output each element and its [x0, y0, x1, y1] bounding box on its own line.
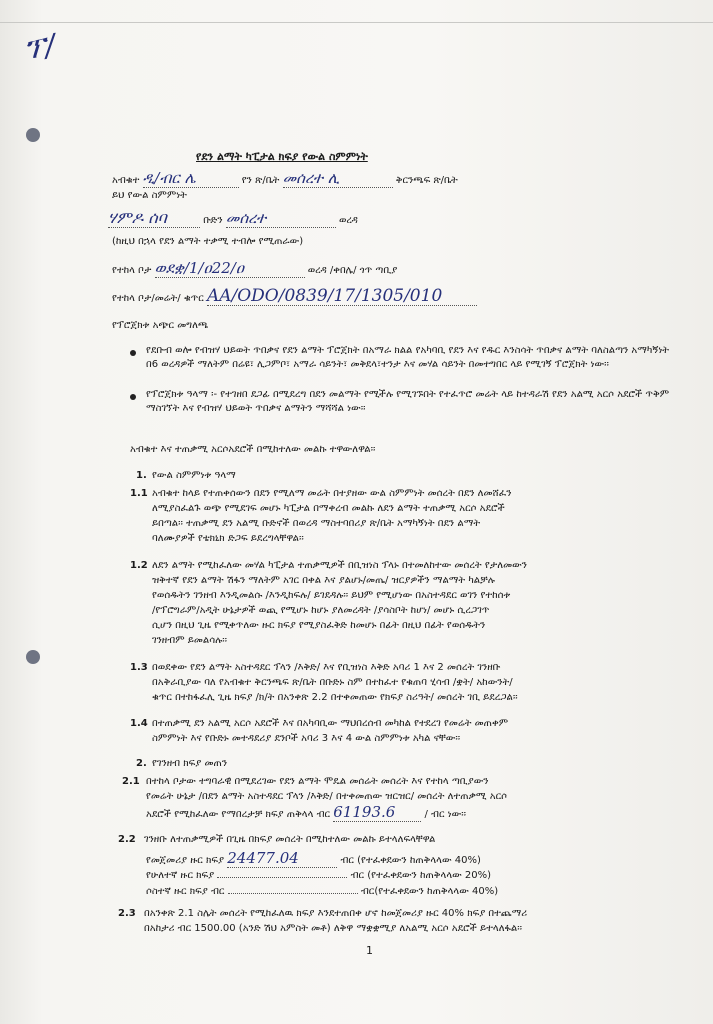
page-number: 1 [366, 944, 373, 957]
handwritten-initials: ፕ/ [21, 27, 58, 68]
payment-3-label: ሶስተኛ ዙር ክፍያ ብር [146, 886, 225, 897]
party-label-a: አብቁተ [112, 175, 140, 186]
clause-2-1-line: የመሬት ሁኔታ /በደን ልማት አስተዳደር ፕላን /እቅድ/ በተቀመጠው ዝርዝር/ መሰረት ለተጠቃሚ አርሶ [146, 791, 508, 802]
registration-line [112, 286, 477, 306]
clause-1-2-line: ገንዘብም ይመልሳሉ፡፡ [152, 635, 227, 646]
clause-number: 1.3 [130, 662, 148, 673]
document-title: የደን ልማት ካፒታል ክፍያ የውል ስምምነት [196, 150, 368, 163]
office-handwritten: መሰረተ ሊ [282, 169, 340, 187]
clause-2-1-tail: / ብር ነው፡፡ [424, 809, 466, 820]
project-summary-heading: የፕሮጀክቱ አጭር መግለጫ [112, 320, 209, 331]
party-line-2: ይህ የውል ስምምነት [112, 190, 187, 201]
clause-2-2-title: ገንዘቡ ለተጠቃሚዎች በጊዜ በክፍያ መሰረት በሚከተለው መልኩ ይተላለፍላቸዋል [144, 834, 436, 845]
bullet-text: የደቡብ ወሎ የብዝሃ ህይወት ጥበቃና የደን ልማት ፕሮጀክት በአማራ ክልል የአካባቢ የደን እና የዱር እንስሳት ጥበቃና ልማት ባለስልጣን አማካኝነት በ6 ወረዳዎች ማለትም በሬዩ፣ ሊጋምቦ፣ አማራ ሳይንት፣ መቅደላ፣ተንታ እና መሃል ሳይንት በመተግበር ላይ የሚገኝ ፕሮጀክት ነው፡፡ [146, 345, 670, 370]
clause-1-3-line: በአቅራቢያው ባለ የአብቁተ ቅርንጫፍ ጽ/ቤት በቡድኑ ስም በተከፈተ የቁጠባ ሂሳብ /ቋት/ አከውንት/ [152, 677, 513, 688]
group-label: ቡድን [203, 215, 223, 226]
name-handwritten: ሃምዶ ሰባ [108, 208, 167, 227]
clause-1-2-line: ለደን ልማት የሚከፈለው መሃል ካፒታል ተጠቃሚዎች በቢዝነስ ፕላኑ በተመለከተው መሰረት የታለመውን [152, 560, 527, 571]
clause-1-4-line: በተጠቃሚ ደን አልሚ አርሶ አደሮች እና በአካባቢው ማህበረሰብ መካከል የተደረገ የመሬት መጠቀም [152, 718, 509, 729]
total-amount-handwritten: 61193.6 [333, 803, 396, 821]
payment-2-label: የሁለተኛ ዙር ክፍያ [146, 870, 215, 881]
scan-edge-line [0, 22, 713, 23]
bullet-text: የፕሮጀክቱ ዓላማ ፡- የተገዘበ ደጋፊ በሚደረግ በደን መልማት የሚችሉ የሚገኙበት የተፈጥሮ መሬት ላይ ከተዳራሽ የደን አልሚ አርሶ አደሮች ጥቅም ማስገኘት እና የብዝሃ ህይወት ጥበቃና ልማትን ማሻሻል ነው፡፡ [146, 389, 670, 414]
clause-1-3-line: በወደቀው የደን ልማት አስተዳደር ፕላን /እቅድ/ እና የቢዝነስ እቅድ አባሪ 1 እና 2 መሰረት ገንዘቡ [152, 662, 501, 673]
clause-2-3-line: በአንቀጽ 2.1 ስሌት መሰረት የሚከፈለዉ ክፍያ እንደተጠበቀ ሆኖ ከመጀመሪያ ዙር 40% ክፍያ በተጨማሪ [144, 908, 528, 919]
clause-number: 1.2 [130, 560, 148, 571]
party-label-c: ቅርንጫፍ ጽ/ቤት [395, 175, 458, 186]
payment-1-label: የመጀመሪያ ዙር ክፍያ [146, 855, 225, 866]
clause-2-1-line: በተከላ ቦታው ተግባራዊ በሚደረገው የደን ልማት ሞዴል መሰሬት መሰረት እና የተከላ ጣቢያውን [146, 776, 489, 787]
party-line [112, 169, 458, 188]
registration-label: የተከላ ቦታ/መሬት/ ቁጥር [112, 293, 204, 304]
name-line [108, 208, 358, 228]
payment-1-line [146, 849, 481, 868]
payment-2-tail: ብር (የተፈቀደውን ከጠቅላላው 20%) [350, 870, 492, 881]
payment-1-handwritten: 24477.04 [227, 849, 299, 867]
registration-handwritten: AA/ODO/0839/17/1305/010 [206, 286, 443, 306]
party-label-b: የን ጽ/ቤት [241, 175, 280, 186]
clause-number: 2.1 [122, 776, 140, 787]
clause-2-3-line: በአከታሪ ብር 1500.00 (አንድ ሽህ አምስት መቶ) ለቅዋ ማቋቋሚያ ለአልሚ አርሶ አደሮች ይተላለፋል፡፡ [144, 923, 522, 934]
payment-1-tail: ብር (የተፈቀደውን ከጠቅላላው 40%) [340, 855, 481, 866]
address-label: የተከላ ቦታ [112, 265, 152, 276]
section-number: 1. [136, 470, 147, 481]
payment-3-tail: ብር(የተፈቀደውን ከጠቅላላው 40%) [360, 886, 499, 897]
clause-number: 2.2 [118, 834, 136, 845]
clause-1-2-line: ዝቅተኛ የደን ልማት ሽፋን ማለትም አገር በቀል እና ያልሆኑ/መጤ/ ዝርያዎችን ማልማት ካልቻሉ [152, 575, 495, 586]
clause-1-1-line: ይበጣል፡፡ ተጠቃሚ ደን አልሚ ቡድኖች በወረዳ ማስተባበሪያ ጽ/ቤት አማካኝነት በደን ልማት [152, 518, 481, 529]
section-1-title: የውል ስምምነቱ ዓላማ [152, 470, 236, 481]
clause-1-1-line: ባለሙያዎች የቴክኒክ ድጋፍ ይደረግላቸዋል፡፡ [152, 533, 304, 544]
clause-number: 1.4 [130, 718, 148, 729]
clause-1-3-line: ቁጥር በተከፋፈሊ ጊዜ ክፍያ /ክ/ት በአንቀጽ 2.2 በተቀመጠው የክፍያ ስሪዓት/ መሰረት ገቢ ይደረጋል፡፡ [152, 692, 518, 703]
clause-1-4-line: ስምምነት እና የቡድኑ መተዳደሪያ ደንቦች አባሪ 3 እና 4 ውል ስምምነቱ አካል ናቸው፡፡ [152, 733, 461, 744]
woreda-label: ወረዳ [338, 215, 358, 226]
clause-2-1-line [146, 803, 466, 822]
clause-1-1-line: አብቁተ ከላይ የተጠቀሰውን በደን የሚለማ መሬት በተያዘው ውል ስምምነት መሰረት በደን ለመሸፈን [152, 488, 512, 499]
section-number: 2. [136, 758, 147, 769]
bullet-dot [130, 350, 136, 356]
punch-hole [26, 128, 40, 142]
clause-1-2-line: የወሰዱትን ገንዘብ እንዲመልሱ /እንዲከፍሉ/ ይገደዳሉ፡፡ ይህም የሚሆነው በአስተዳደር ወገን የተከሰቱ [152, 590, 511, 601]
payment-3-line [146, 886, 498, 898]
clause-1-2-line: ሲሆን በዚህ ጊዜ የሚቀጥለው ዙር ክፍያ የሚያስፈቅድ ከመሆኑ በፊት በዚህ በፊት የወሰዱትን [152, 620, 486, 631]
address-line [112, 259, 398, 278]
section-2-title: የገንዘብ ክፍያ መጠን [152, 758, 228, 769]
punch-hole [26, 650, 40, 664]
group-handwritten: መሰረተ [225, 209, 267, 227]
clause-2-1-text: አደሮች የሚከፈለው የማበረታቻ ክፍያ ጠቅላላ ብር [146, 809, 331, 820]
clause-1-2-line: /የፕሮግራም/አዲት ሁኔታዎች ወጪ የሚሆኑ ከሆኑ ያለመረዳት /ያሳስቦት ከሆነ/ መሆኑ ሲረጋገጥ [152, 605, 490, 616]
address-tail: ወረዳ /ቀበሌ/ ጎጥ ጣቢያ [307, 265, 398, 276]
payment-2-line [146, 870, 491, 882]
address-handwritten: ወደቋ/1/ዐ22/ዐ [154, 259, 244, 277]
clause-1-1-line: ለሚያስፈልጉ ወጭ የሚደገፍ መሆኑ ካፒታል በማቀረብ መልኩ ለደን ልማት ተጠቃሚ አርሶ አደሮች [152, 503, 505, 514]
bullet-dot [130, 394, 136, 400]
branch-handwritten: ዲ/ብር ሌ [142, 169, 196, 187]
clause-number: 1.1 [130, 488, 148, 499]
intro-statement: አብቁተ እና ተጠቃሚ አርሶአደሮች በሚከተለው መልኩ ተዋውለዋል፡፡ [130, 444, 376, 455]
clause-number: 2.3 [118, 908, 136, 919]
beneficiary-desc: (ከዚህ በኋላ የደን ልማት ተቃሚ ተብሎ የሚጠራው) [112, 236, 304, 247]
